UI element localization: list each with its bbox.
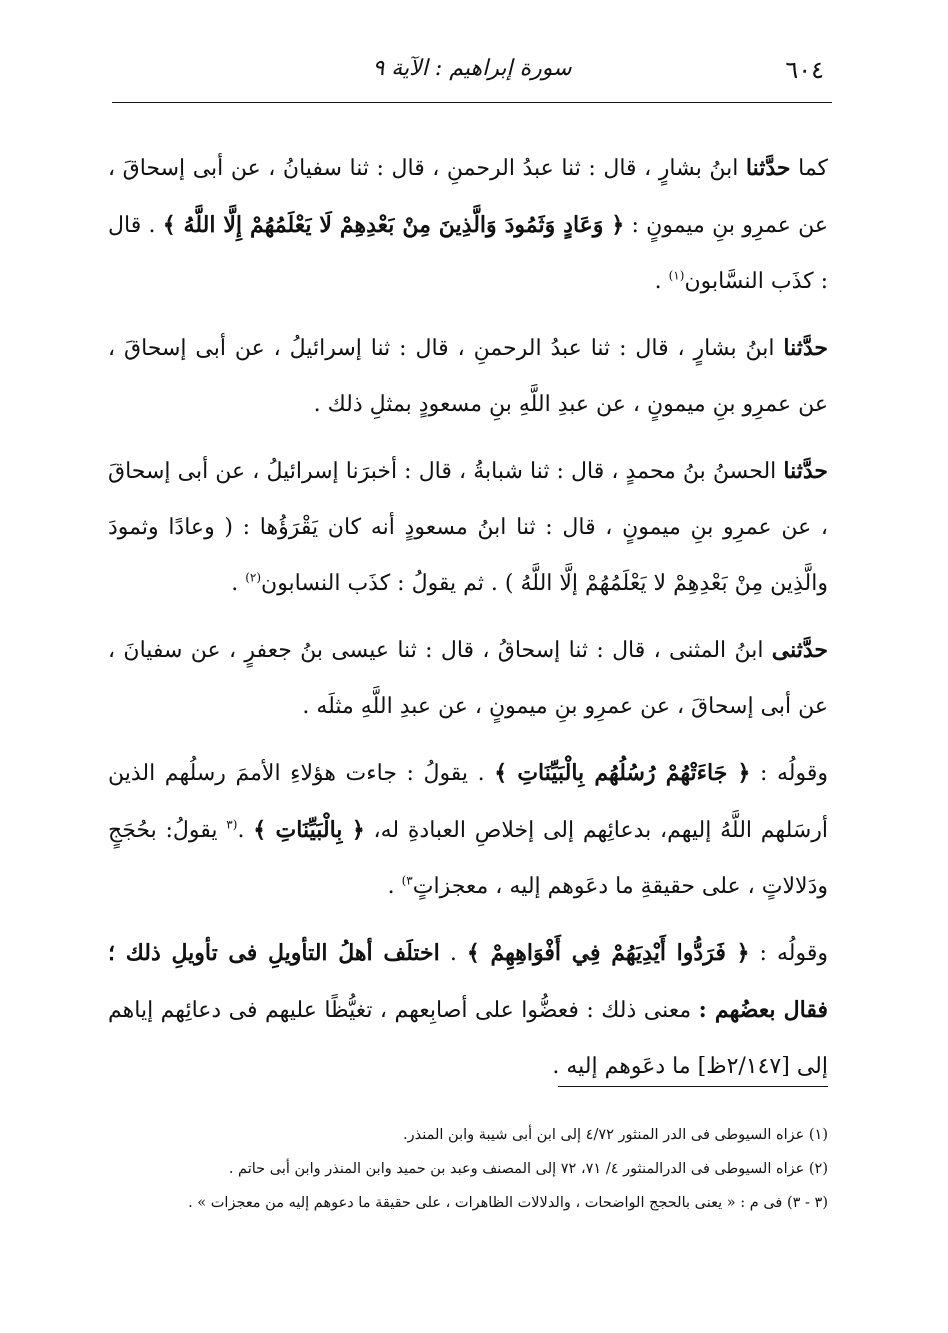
paragraph-text: . xyxy=(237,818,245,843)
paragraph-text: ابنُ بشارٍ ، قال : ثنا عبدُ الرحمنِ ، قال : ثنا سفيانُ ، عن أبى إسحاقَ ، عن عمرِو بنِ ميمونٍ : xyxy=(108,156,828,238)
footnote-2: (٢) عزاه السيوطى فى الدرالمنثور ٤/ ٧١، ٧٢ إلى المصنف وعبد بن حميد وابن المنذر وابن أبى حاتم . xyxy=(228,1161,828,1177)
paragraph-2 xyxy=(108,320,828,433)
paragraph-5 xyxy=(108,745,828,915)
quran-verse: ﴿ وَعَادٍ وَثَمُودَ وَالَّذِينَ مِنْ بَعْدِهِمْ لَا يَعْلَمُهُمْ إِلَّا اللَّهُ ﴾ xyxy=(162,212,625,238)
paragraph-text: . xyxy=(654,269,662,294)
manuscript-reference: [٢/١٤٧ظ] xyxy=(697,1054,790,1079)
hadith-keyword: حدَّثنى xyxy=(771,637,828,663)
paragraph-text: . يقولُ : جاءت هؤلاءِ الأممَ رسلُهم الذين أرسَلهم اللَّهُ إليهم، بدعائِهم إلى إخلاصِ العبادةِ له، xyxy=(108,761,829,843)
running-title: سورة إبراهيم : الآية ٩ xyxy=(372,56,572,81)
paragraph-text: . xyxy=(231,571,239,596)
paragraph-text: ابنُ المثنى ، قال : ثنا إسحاقُ ، قال : ثنا عيسى بنُ جعفرٍ ، عن سفيانَ ، عن أبى إسحاقَ ، عن عمرِو بنِ ميمونٍ ، عن عبدِ اللَّهِ مثلَه . xyxy=(108,638,828,719)
quran-verse: ﴿ فَرَدُّوا أَيْدِيَهُمْ فِي أَفْوَاهِهِمْ ﴾ xyxy=(466,940,750,966)
paragraph-6 xyxy=(108,925,828,1095)
footnote-separator xyxy=(558,1086,828,1087)
paragraph-text: ابنُ بشارٍ ، قال : ثنا عبدُ الرحمنِ ، قال : ثنا إسرائيلُ ، عن أبى إسحاقَ ، عن عمرِو بنِ ميمونٍ ، عن عبدِ اللَّهِ بنِ مسعودٍ بمثلِ ذلك . xyxy=(108,336,828,417)
paragraph-lead: وقولُه : xyxy=(759,941,828,966)
footnotes xyxy=(112,1118,828,1220)
paragraph-text: . قال : كذَب النسَّابون xyxy=(108,213,828,294)
hadith-keyword: حدَّثنا xyxy=(745,155,791,181)
paragraph-text: . xyxy=(449,941,457,966)
quran-verse: ﴿ جَاءَتْهُمْ رُسُلُهُم بِالْبَيِّنَاتِ ﴾ xyxy=(494,760,751,786)
paragraph-text: . xyxy=(387,874,395,899)
paragraph-lead: وقولُه : xyxy=(760,761,829,786)
paragraph-1 xyxy=(108,140,828,310)
hadith-keyword: حدَّثنا xyxy=(783,458,828,484)
page-header xyxy=(112,52,832,103)
paragraph-text: الحسنُ بنُ محمدٍ ، قال : ثنا شبابةُ ، قال : أخبرَنا إسرائيلُ ، عن أبى إسحاقَ ، عن عمرِو بنِ ميمونٍ ، قال : ثنا ابنُ مسعودٍ أنه كان يَقْرَؤُها : ( وعادًا وثمودَ والَّذِين مِنْ بَعْدِهِمْ لا يَعْلَمُهُمْ إلَّا اللَّهُ ) . ثم يقولُ : كذَب النسابون xyxy=(108,459,828,596)
paragraph-text: ما دعَوهم إليه . xyxy=(552,1054,691,1079)
paragraph-3 xyxy=(108,443,828,612)
footnote-1: (١) عزاه السيوطى فى الدر المنثور ٤/٧٢ إلى ابن أبى شيبة وابن المنذر. xyxy=(403,1127,828,1143)
main-text xyxy=(108,140,828,1105)
footnote-marker: (٢) xyxy=(245,570,262,585)
paragraph-lead: كما xyxy=(798,156,829,181)
paragraph-4 xyxy=(108,622,828,735)
footnote-marker: (٣ xyxy=(226,817,238,832)
footnote-marker: (١) xyxy=(668,268,685,283)
quran-verse: ﴿ بِالْبَيِّنَاتِ ﴾ xyxy=(253,817,365,843)
paragraph-text: يقولُ: بحُجَجٍ ودَلالاتٍ ، على حقيقةِ ما دعَوهم إليه ، معجزاتٍ xyxy=(108,818,828,899)
footnote-3: (٣ - ٣) فى م : « يعنى بالحجج الواضحات ، والدلالات الظاهرات ، على حقيقة ما دعوهم إليه من معجزات » . xyxy=(188,1195,828,1211)
page-number: ٦٠٤ xyxy=(785,56,824,84)
paragraph-text: معنى ذلك : فعضُّوا على أصابِعهم ، تغيُّظًا عليهم فى دعائِهم إياهم إلى xyxy=(108,998,828,1079)
hadith-keyword: حدَّثنا xyxy=(783,335,828,361)
footnote-marker: ٣) xyxy=(401,873,413,888)
bold-heading-text: اختلَف أهلُ التأويلِ فى تأويلِ ذلك ؛ فقال بعضُهم : xyxy=(108,940,828,1023)
